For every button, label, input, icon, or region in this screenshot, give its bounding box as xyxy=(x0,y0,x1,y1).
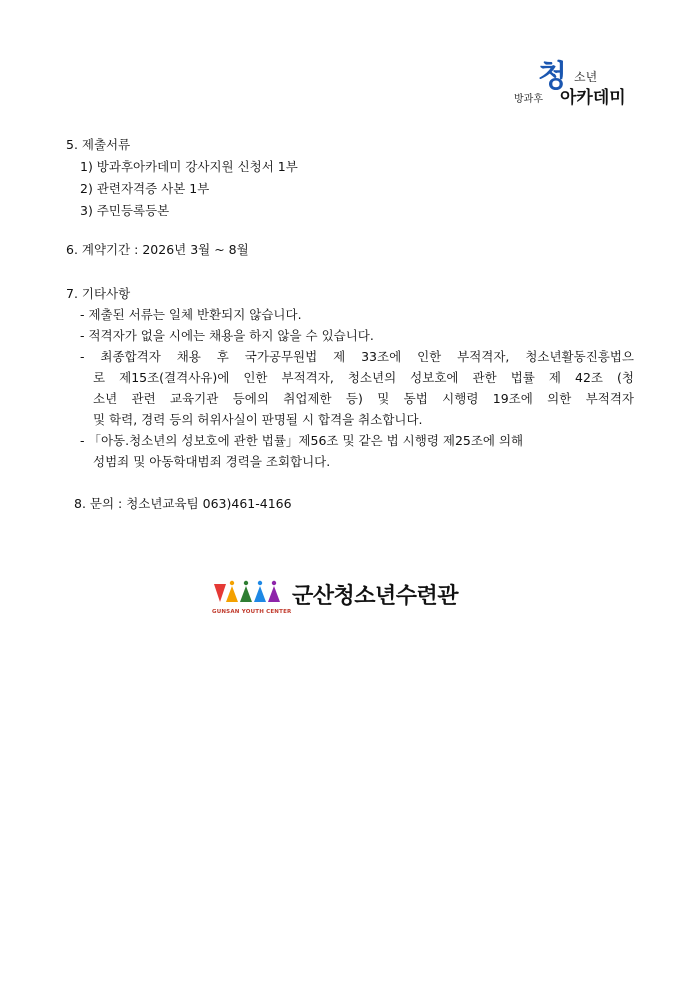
section-5-item-1: 1) 방과후아카데미 강사지원 신청서 1부 xyxy=(80,159,298,174)
logo-cheong-text: 청 xyxy=(538,59,567,94)
academy-logo xyxy=(514,59,636,112)
section-7-note-1: - 제출된 서류는 일체 반환되지 않습니다. xyxy=(80,307,302,322)
logo-center-name: 군산청소년수련관 xyxy=(292,584,459,609)
section-7-note-4-line-2: 성범죄 및 아동학대범죄 경력을 조회합니다. xyxy=(93,454,331,469)
section-7-note-3-line-3: 소년 관련 교육기관 등에의 취업제한 등) 및 동법 시행령 19조에 의한 부적격자 xyxy=(93,391,634,406)
section-8-contact: 8. 문의 : 청소년교육팀 063)461-4166 xyxy=(74,496,292,511)
section-7-note-3-line-4: 및 학력, 경력 등의 허위사실이 판명될 시 합격을 취소합니다. xyxy=(93,412,423,427)
section-7-title: 7. 기타사항 xyxy=(66,286,131,301)
section-5-item-3: 3) 주민등록등본 xyxy=(80,203,170,218)
section-6-title: 6. 계약기간 : 2026년 3월 ~ 8월 xyxy=(66,242,249,257)
logo-academy-text: 아카데미 xyxy=(560,88,626,108)
logo-sonyeon-text: 소년 xyxy=(574,70,598,84)
section-5-item-2: 2) 관련자격증 사본 1부 xyxy=(80,181,210,196)
section-7-note-3-line-2: 로 제15조(결격사유)에 인한 부적격자, 청소년의 성보호에 관한 법률 제 42조 (청 xyxy=(93,370,634,385)
triangle-mark-icon xyxy=(212,578,288,608)
section-7-note-3-line-1: - 최종합격자 채용 후 국가공무원법 제 33조에 인한 부적격자, 청소년활동진흥법으 xyxy=(80,349,634,364)
logo-english-text: GUNSAN YOUTH CENTER xyxy=(212,609,292,615)
logo-after-school-text: 방과후 xyxy=(514,94,543,105)
section-5-title: 5. 제출서류 xyxy=(66,137,131,152)
gunsan-youth-center-logo xyxy=(212,578,492,620)
section-7-note-4-line-1: - 「아동.청소년의 성보호에 관한 법률」제56조 및 같은 법 시행령 제25조에 의해 xyxy=(80,433,524,448)
section-7-note-2: - 적격자가 없을 시에는 채용을 하지 않을 수 있습니다. xyxy=(80,328,374,343)
